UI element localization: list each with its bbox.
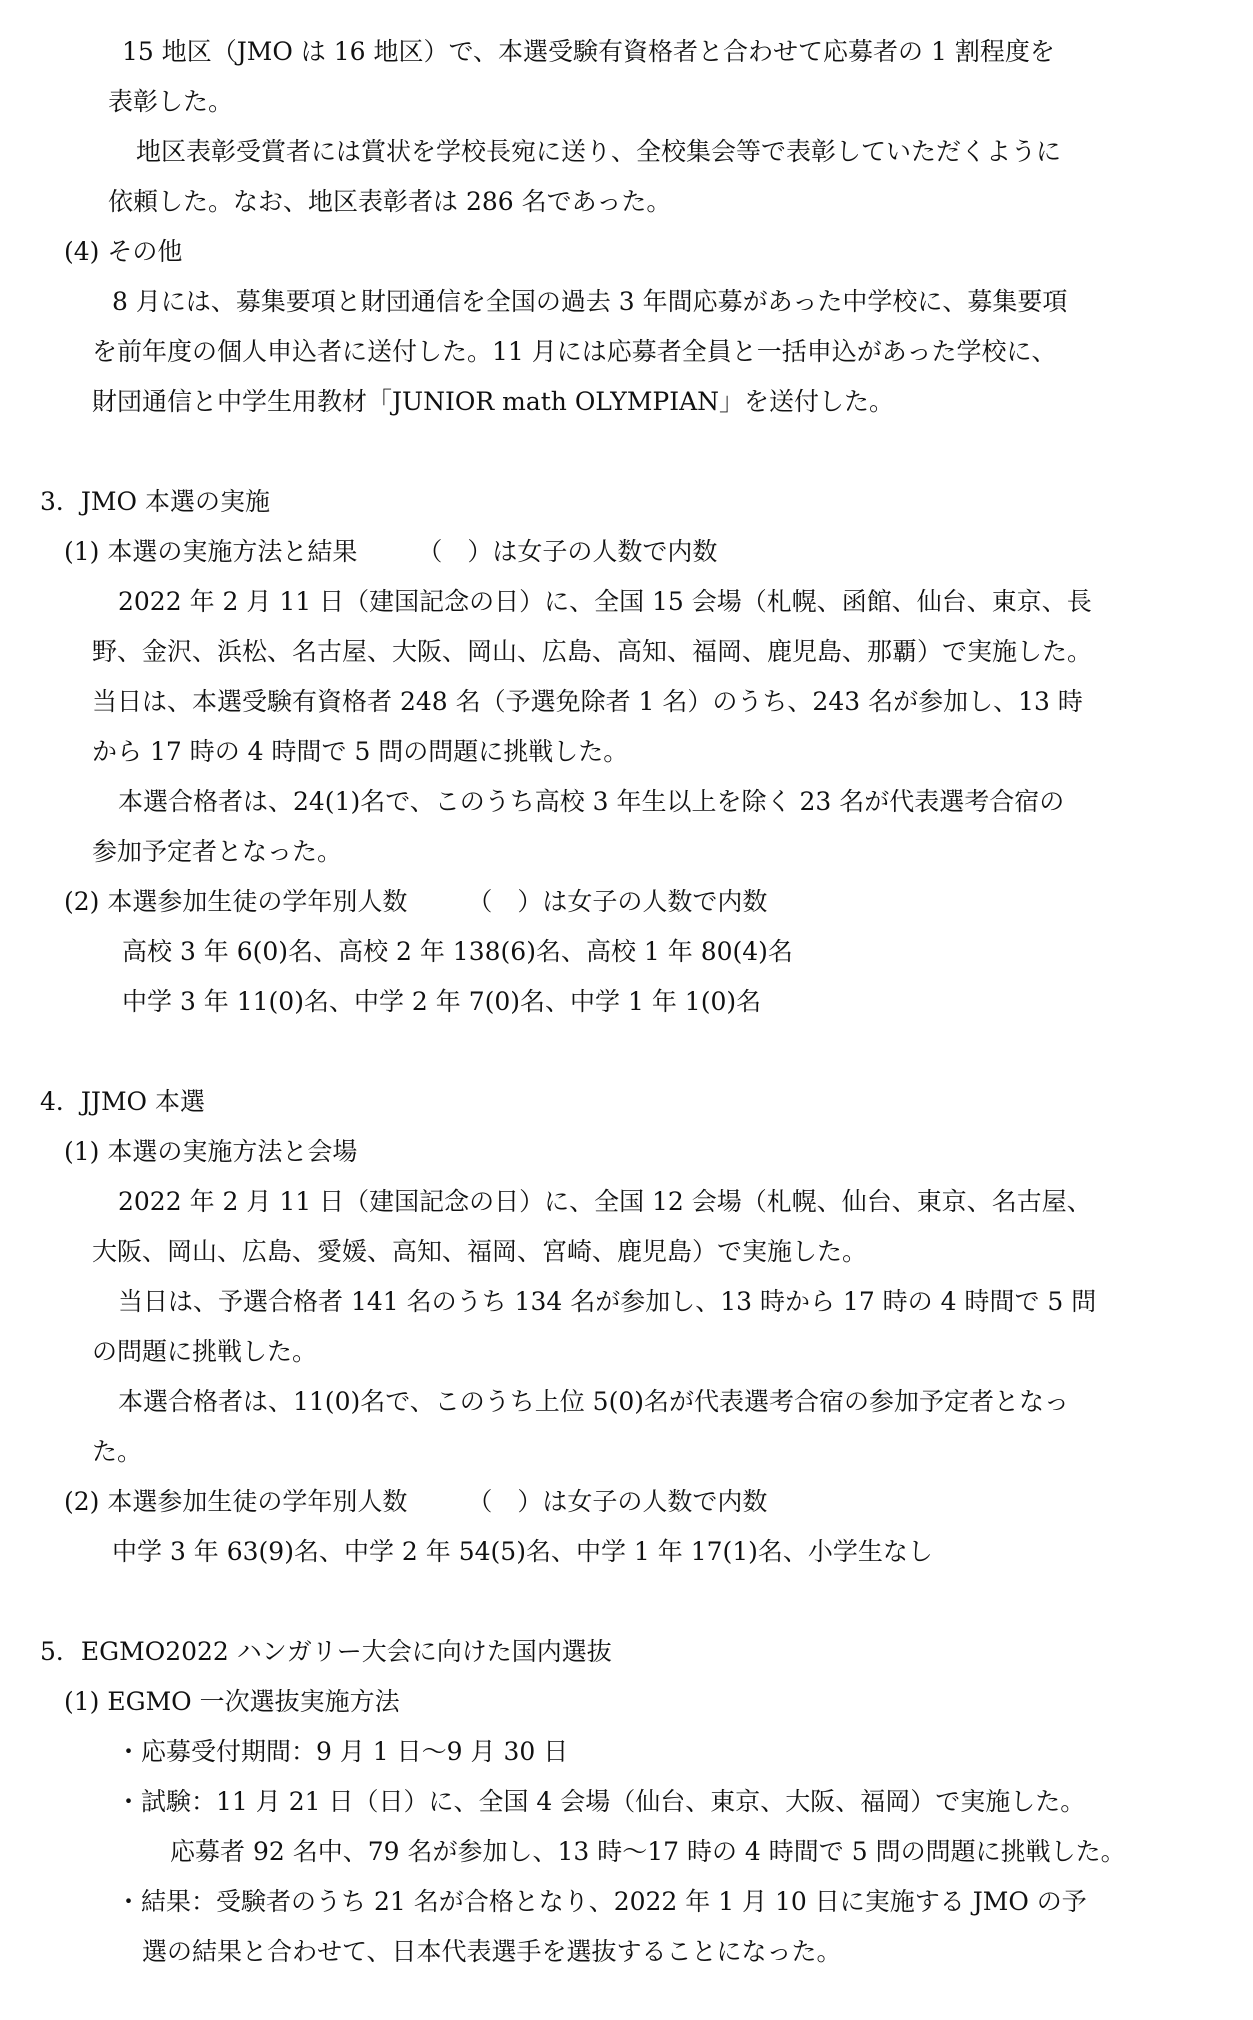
text-line: 野、金沢、浜松、名古屋、大阪、岡山、広島、高知、福岡、鹿児島、那覇）で実施した。 (92, 637, 1093, 666)
text-line: を前年度の個人申込者に送付した。11 月には応募者全員と一括申込があった学校に、 (92, 337, 1057, 366)
text-line: 本選合格者は、11(0)名で、このうち上位 5(0)名が代表選考合宿の参加予定者となっ (118, 1387, 1069, 1416)
subsection-heading: (1) EGMO 一次選抜実施方法 (64, 1687, 400, 1716)
text-line: 選の結果と合わせて、日本代表選手を選抜することになった。 (142, 1937, 842, 1966)
subsection-note: （ ）は女子の人数で内数 (417, 537, 718, 566)
subsection-title: (2) 本選参加生徒の学年別人数 (64, 887, 408, 916)
bullet-item: ・結果：受験者のうち 21 名が合格となり、2022 年 1 月 10 日に実施する JMO の予 (116, 1887, 1087, 1916)
section-3 (0, 477, 1253, 1027)
bullet-item: ・試験：11 月 21 日（日）に、全国 4 会場（仙台、東京、大阪、福岡）で実施した。 (116, 1787, 1086, 1816)
bullet-item: ・応募受付期間：9 月 1 日～9 月 30 日 (116, 1737, 569, 1766)
section-5 (0, 1627, 1253, 1977)
text-line: 財団通信と中学生用教材「JUNIOR math OLYMPIAN」を送付した。 (92, 387, 895, 416)
subsection-heading (0, 527, 1253, 577)
text-line: 表彰した。 (108, 87, 234, 116)
text-line: 中学 3 年 63(9)名、中学 2 年 54(5)名、中学 1 年 17(1)名、小学生なし (112, 1537, 933, 1566)
subsection-title: (2) 本選参加生徒の学年別人数 (64, 1487, 408, 1516)
section-heading: 3．JMO 本選の実施 (40, 487, 270, 516)
text-line: 15 地区（JMO は 16 地区）で、本選受験有資格者と合わせて応募者の 1 割程度を (122, 37, 1055, 66)
text-line: 依頼した。なお、地区表彰者は 286 名であった。 (108, 187, 672, 216)
subsection-title: (1) 本選の実施方法と結果 (64, 537, 358, 566)
text-line: 当日は、本選受験有資格者 248 名（予選免除者 1 名）のうち、243 名が参加し、13 時 (92, 687, 1083, 716)
text-line: 応募者 92 名中、79 名が参加し、13 時～17 時の 4 時間で 5 問の問題に挑戦した。 (170, 1837, 1126, 1866)
subsection-heading: (1) 本選の実施方法と会場 (64, 1137, 358, 1166)
subsection-heading: (4) その他 (64, 237, 183, 266)
text-line: 2022 年 2 月 11 日（建国記念の日）に、全国 15 会場（札幌、函館、仙台、東京、長 (118, 587, 1092, 616)
text-line: 当日は、予選合格者 141 名のうち 134 名が参加し、13 時から 17 時の 4 時間で 5 問 (118, 1287, 1097, 1316)
district-awards-paragraph (0, 27, 1253, 227)
text-line: 地区表彰受賞者には賞状を学校長宛に送り、全校集会等で表彰していただくように (136, 137, 1062, 166)
subsection-heading (0, 877, 1253, 927)
section-4 (0, 1077, 1253, 1577)
text-line: た。 (92, 1437, 143, 1466)
text-line: 高校 3 年 6(0)名、高校 2 年 138(6)名、高校 1 年 80(4)名 (122, 937, 793, 966)
subsection-heading (0, 1477, 1253, 1527)
document-page (0, 27, 1253, 1977)
section-heading: 5．EGMO2022 ハンガリー大会に向けた国内選抜 (40, 1637, 612, 1666)
text-line: 中学 3 年 11(0)名、中学 2 年 7(0)名、中学 1 年 1(0)名 (122, 987, 762, 1016)
other-section (0, 227, 1253, 427)
text-line: 本選合格者は、24(1)名で、このうち高校 3 年生以上を除く 23 名が代表選考合宿の (118, 787, 1065, 816)
text-line: の問題に挑戦した。 (92, 1337, 318, 1366)
subsection-note: （ ）は女子の人数で内数 (467, 887, 768, 916)
text-line: 2022 年 2 月 11 日（建国記念の日）に、全国 12 会場（札幌、仙台、東京、名古屋、 (118, 1187, 1092, 1216)
subsection-note: （ ）は女子の人数で内数 (467, 1487, 768, 1516)
text-line: 参加予定者となった。 (92, 837, 343, 866)
text-line: 大阪、岡山、広島、愛媛、高知、福岡、宮崎、鹿児島）で実施した。 (92, 1237, 868, 1266)
text-line: から 17 時の 4 時間で 5 問の問題に挑戦した。 (92, 737, 629, 766)
section-heading: 4．JJMO 本選 (40, 1087, 205, 1116)
text-line: 8 月には、募集要項と財団通信を全国の過去 3 年間応募があった中学校に、募集要項 (112, 287, 1068, 316)
